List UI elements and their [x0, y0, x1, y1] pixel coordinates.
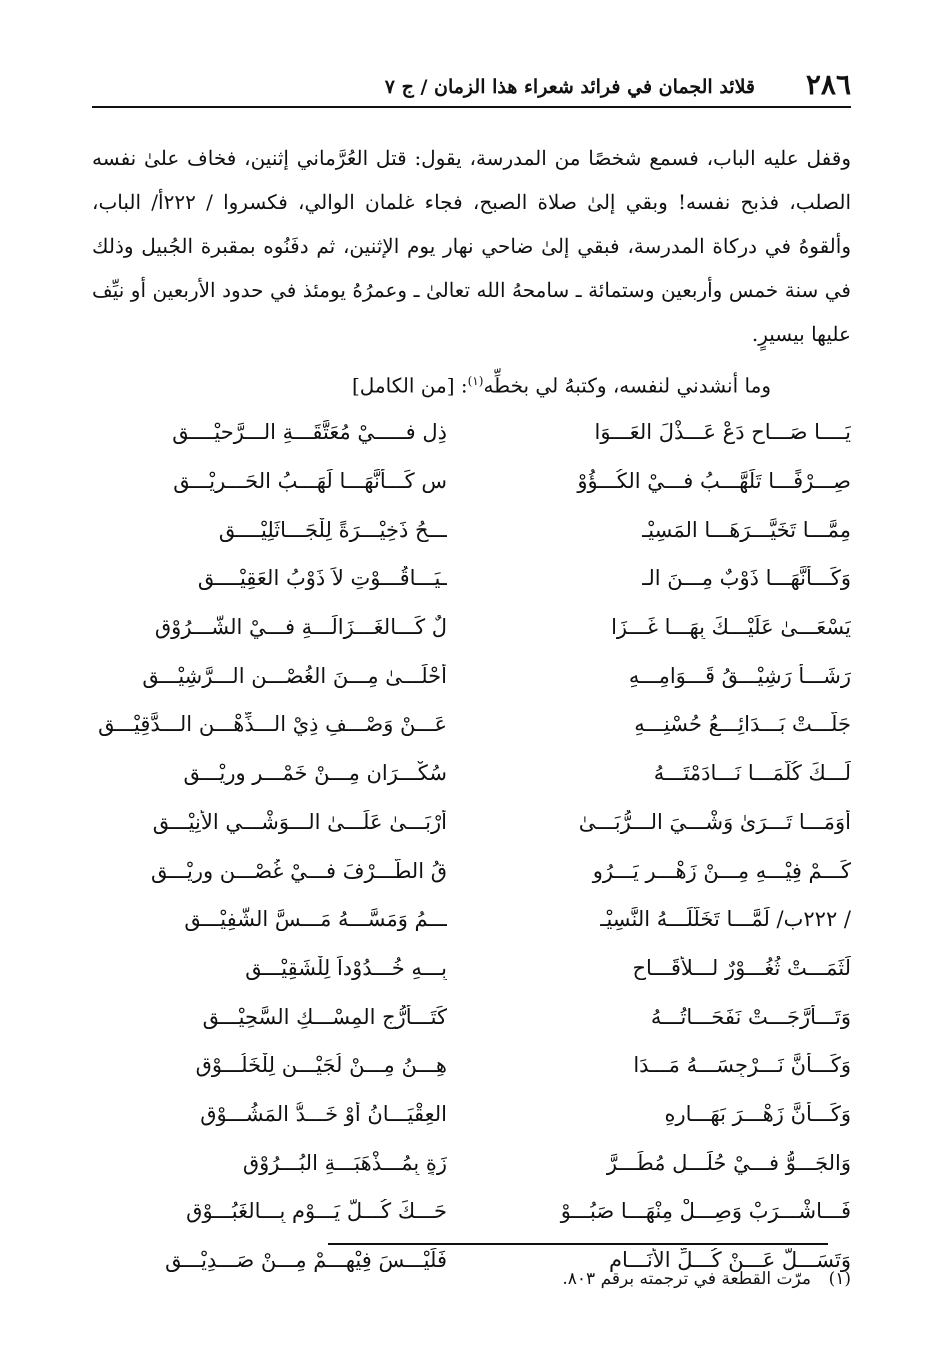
second-hemistich: سُكْـــرَانِ مِـــنْ خَمْـــرٍ ورِيْـــق — [183, 761, 447, 786]
first-hemistich: أوَمَـــا تَـــرَىٰ وَشْـــيَ الـــرُّبَـــىٰ — [578, 809, 851, 834]
second-hemistich: كَتَـــأرُّجِ المِسْـــكِ السَّحِيْـــق — [202, 1004, 447, 1029]
verse-line — [92, 846, 851, 895]
header-divider — [92, 106, 851, 108]
verse-line — [92, 992, 851, 1041]
first-hemistich: فَـــاشْـــرَبْ وَصِـــلْ مِنْهَـــا صَبُـــوْ — [560, 1199, 851, 1224]
verse-line — [92, 603, 851, 652]
first-hemistich: يَــــا صَـــاحِ دَعْ عَـــذْلَ العَـــوَا — [594, 420, 851, 445]
second-hemistich: أحْلَـــىٰ مِـــنَ الغُصْـــنِ الـــرَّشِيْـــق — [142, 663, 447, 688]
second-hemistich: حَـــكَ كُـــلَّ يَـــوْمٍ بِـــالغَبُـــوْق — [186, 1199, 447, 1224]
meter-label: : [من الكامل] — [351, 373, 468, 398]
verse-line — [92, 895, 851, 944]
second-hemistich: قُ الطَّـــرْفَ فـــيْ غُصْـــنٍ ورِيْـــق — [151, 858, 447, 883]
footnote-number: (١) — [828, 1269, 851, 1289]
first-hemistich: جَلَّـــتْ بَـــدَائِـــعُ حُسْنِـــهِ — [634, 712, 851, 737]
verse-line — [92, 408, 851, 457]
footnote-text: مرّت القطعة في ترجمته برقم ٨٠٣. — [562, 1269, 811, 1289]
verse-line — [92, 1090, 851, 1139]
verse-line — [92, 505, 851, 554]
first-hemistich: كَـــمْ فِيْـــهِ مِـــنْ زَهْـــرٍ يَـــرُو — [592, 858, 851, 883]
first-hemistich: / ٢٢٢ب/ لَمَّـــا تَخَلَّلَـــهُ النَّسِيْـ — [600, 907, 851, 932]
verse-line — [92, 1041, 851, 1090]
footnote-divider — [328, 1243, 828, 1245]
first-hemistich: وَتَـــأرَّجَـــتْ نَفَحَـــاتُـــهُ — [650, 1004, 851, 1029]
intro-text: وما أنشدني لنفسه، وكتبهُ لي بخطِّه — [483, 373, 771, 398]
verse-line — [92, 944, 851, 993]
verse-line — [92, 1187, 851, 1236]
verse-line — [92, 457, 851, 506]
verse-line — [92, 700, 851, 749]
first-hemistich: لَثَمَـــتْ ثُغُـــوْرٌ لـــلأقَـــاحِ — [632, 955, 851, 980]
second-hemistich: هِـــنُ مِـــنْ لُجَيْـــنٍ لِلْخَلُـــوْق — [195, 1053, 447, 1078]
verse-line — [92, 651, 851, 700]
first-hemistich: رَشَـــأٌ رَشِيْـــقُ قَـــوَامِـــهِ — [628, 663, 851, 688]
first-hemistich: وَكَـــأنَّ نَـــرْجِسَـــهُ مَـــدَا — [633, 1053, 851, 1078]
footnote-reference: (١) — [467, 374, 484, 388]
paragraph-text: وقفل عليه الباب، فسمع شخصًا من المدرسة، يقول: قتل العُرَّماني إثنين، فخاف علىٰ نفسه الصلب، فذبح نفسه! وبقي إلىٰ صلاة الصبح، فجاء غلمان الوالي، فكسروا / ٢٢٢أ/ الباب، وألقوهُ في دركاة المدرسة، فبقي إلىٰ ضاحي نهار يوم الإثنين، ثم دفَنُوه بمقبرة الجُبيل وذلك في سنة خمس وأربعين وستمائة ـ سامحهُ الله تعالىٰ ـ وعمرُهُ يومئذ في حدود الأربعين أو نيِّف عليها بيسيرٍ. — [92, 146, 851, 346]
prose-paragraph — [92, 136, 851, 356]
poem-intro — [92, 366, 851, 401]
second-hemistich: سِ كَـــأنَّهَـــا لَهَـــبُ الحَـــرِيْـــق — [173, 469, 447, 494]
first-hemistich: مِمَّـــا تَخَيَّـــرَهَـــا المَسِيْـ — [642, 517, 851, 542]
second-hemistich: ـــمُ وَمَسَّـــهُ مَـــسَّ الشَّفِيْـــق — [184, 907, 447, 932]
second-hemistich: ـــحُ ذَخِيْـــرَةً لِلْجَـــاثَلِيْــــق — [218, 517, 447, 542]
verse-line — [92, 554, 851, 603]
second-hemistich: لٌ كَـــالغَـــزَالَـــةِ فـــيْ الشُّـــرُوْق — [154, 615, 447, 640]
second-hemistich: فَلَيْـــسَ فِيْهِـــمْ مِـــنْ صَـــدِيْـــق — [165, 1248, 447, 1273]
page-number: ٢٨٦ — [805, 68, 851, 101]
first-hemistich: صِـــرْفًـــا تَلَهَّـــبُ فـــيْ الكُـــؤُوْ — [577, 469, 851, 494]
footnote — [92, 1266, 851, 1292]
second-hemistich: عَـــنْ وَصْـــفِ ذِيْ الـــذِّهْـــنِ الـــدَّقِيْـــق — [98, 712, 447, 737]
first-hemistich: يَسْعَـــىٰ عَلَيْـــكَ بِهَـــا غَـــزَا — [611, 615, 851, 640]
running-title: قلائد الجمان في فرائد شعراء هذا الزمان / ج ٧ — [384, 76, 755, 98]
second-hemistich: ذِل فـــــيْ مُعَتَّقَـــةِ الـــرَّحيْــــق — [172, 420, 447, 445]
second-hemistich: أرْبَـــىٰ عَلَـــىٰ الـــوَشْـــيِ الأنِيْـــق — [152, 809, 447, 834]
verse-line — [92, 798, 851, 847]
verse-line — [92, 749, 851, 798]
second-hemistich: ـيَـــاقُـــوْتِ لاَ ذَوْبُ العَقِيْــــق — [197, 566, 447, 591]
second-hemistich: بِـــهِ خُـــدُوْداً لِلْشَقِيْـــق — [245, 955, 447, 980]
first-hemistich: وَكَـــأنَّهَـــا ذَوْبٌ مِـــنَ الـ — [642, 566, 851, 591]
first-hemistich: لَـــكَ كُلَّمَـــا نَـــادَمْتَـــهُ — [653, 761, 851, 786]
first-hemistich: وَالجَـــوُّ فـــيْ حُلَـــلٍ مُطَـــرَّ — [606, 1150, 851, 1175]
second-hemistich: زَةٍ بِمُـــذْهَبَـــةِ البُـــرُوْق — [242, 1150, 447, 1175]
verse-line — [92, 1138, 851, 1187]
first-hemistich: وَتَسَـــلَّ عَـــنْ كُـــلِّ الأنَـــامِ — [609, 1248, 851, 1273]
poem — [92, 408, 851, 1284]
second-hemistich: العِقْيَـــانُ أوْ خَـــدُّ المَشُـــوْق — [200, 1101, 447, 1126]
first-hemistich: وَكَـــأنَّ زَهْـــرَ بَهَـــارِهِ — [664, 1101, 851, 1126]
page-header — [92, 70, 851, 104]
